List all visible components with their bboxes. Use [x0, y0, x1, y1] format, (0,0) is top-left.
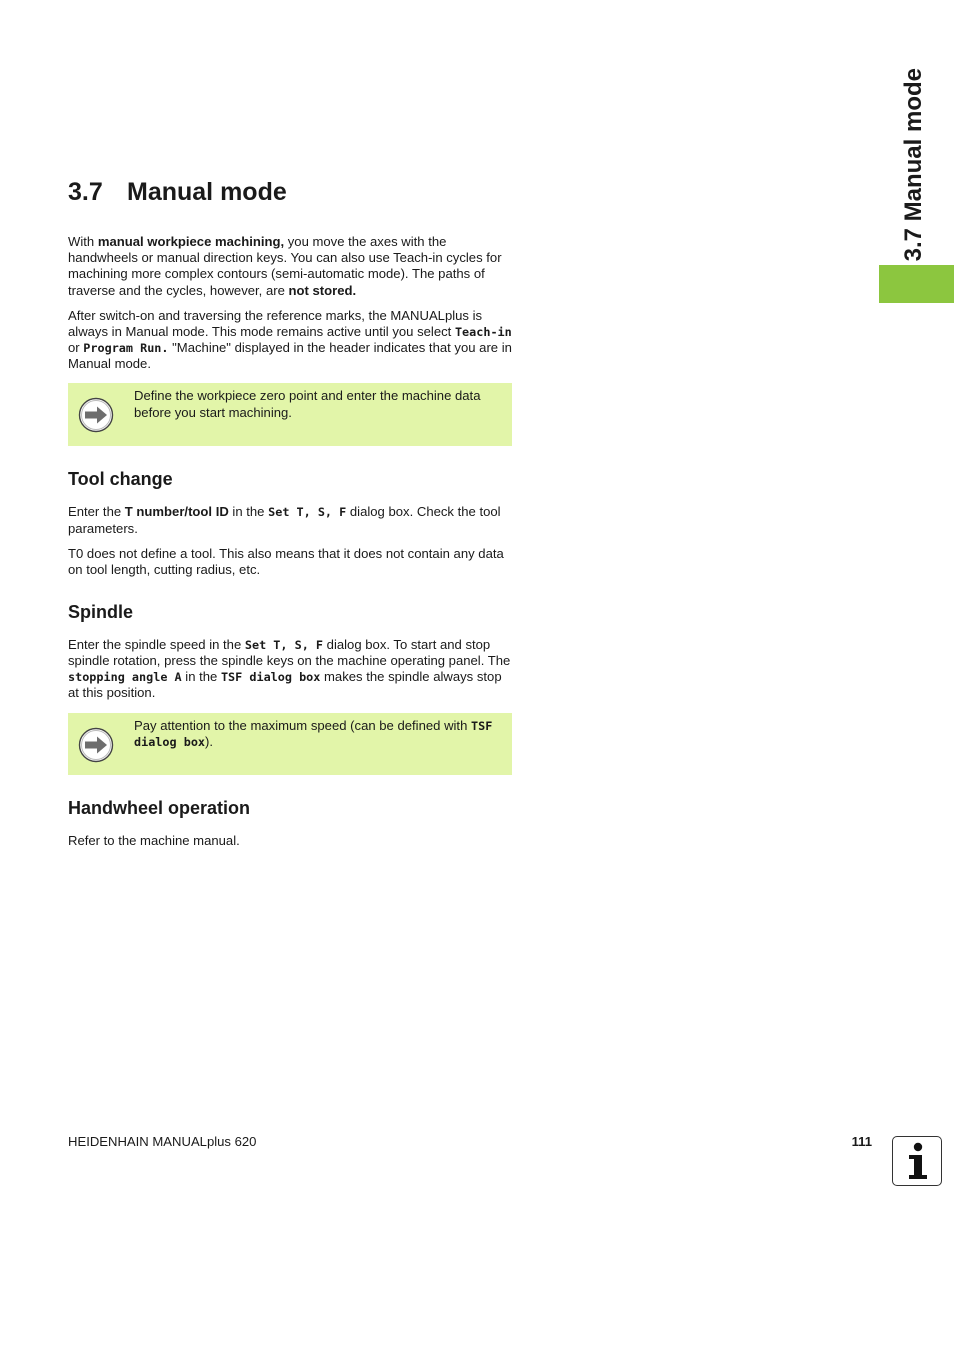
tool-change-paragraph-2: T0 does not define a tool. This also means that it does not contain any data on tool length, cutting radius, etc.	[68, 545, 504, 577]
note-text: Pay attention to the maximum speed (can be defined with	[134, 717, 471, 733]
text: Enter the spindle speed in the	[68, 636, 245, 652]
spindle-paragraph-1	[68, 637, 512, 702]
text: makes the spindle always stop at this position.	[68, 669, 502, 701]
text: in the	[181, 669, 221, 685]
note-text: Define the workpiece zero point and enter the machine data before you start machining.	[134, 388, 481, 420]
dialog-name: TSF dialog box	[134, 718, 493, 749]
arrow-right-icon	[78, 727, 114, 763]
side-section-text: 3.7 Manual mode	[900, 68, 927, 262]
section-title: Manual mode	[127, 178, 287, 206]
text: ).	[205, 733, 214, 749]
text: "Machine" displayed in the header indicates that you are in Manual mode.	[68, 340, 512, 372]
bold-term: not stored.	[288, 282, 357, 298]
page-number: 111	[851, 1134, 872, 1149]
arrow-right-icon	[78, 397, 114, 433]
dialog-name: Set T, S, F	[244, 637, 324, 652]
info-icon	[892, 1136, 942, 1186]
softkey-name: Program Run.	[83, 341, 169, 356]
dialog-name: Set T, S, F	[268, 505, 347, 520]
note-box	[68, 383, 512, 446]
parameter-name: stopping angle A	[68, 670, 182, 685]
spindle-heading: Spindle	[68, 601, 134, 622]
section-heading	[68, 176, 512, 208]
dialog-name: TSF dialog box	[220, 670, 321, 685]
text: dialog box. Check the tool parameters.	[68, 504, 501, 536]
tool-change-paragraph-1	[68, 504, 512, 536]
tool-change-heading: Tool change	[68, 469, 173, 490]
note-box	[68, 713, 512, 775]
footer-manual-name: HEIDENHAIN MANUALplus 620	[68, 1134, 257, 1149]
text: you move the axes with the handwheels or manual direction keys. You can also use Teach-in cycles for machining more complex contours (semi-automatic mode). The paths of traverse and the cycles, however, are	[68, 234, 502, 298]
text: or	[68, 340, 84, 356]
intro-paragraph-1	[68, 234, 512, 299]
section-number: 3.7	[68, 178, 103, 206]
text: in the	[228, 504, 269, 520]
handwheel-paragraph: Refer to the machine manual.	[68, 832, 240, 848]
softkey-name: Teach-in	[454, 324, 512, 339]
text: With	[68, 234, 98, 249]
intro-paragraph-2	[68, 308, 512, 373]
page-content	[68, 176, 512, 858]
text: dialog box. To start and stop spindle rotation, press the spindle keys on the machine operating panel. The	[68, 636, 511, 669]
bold-term: T number/tool ID	[124, 504, 229, 520]
text: After switch-on and traversing the reference marks, the MANUALplus is always in Manual mode. This mode remains active until you select	[68, 307, 483, 339]
text: Enter the	[68, 504, 125, 520]
handwheel-heading: Handwheel operation	[68, 797, 251, 818]
bold-term: manual workpiece machining,	[97, 234, 285, 249]
